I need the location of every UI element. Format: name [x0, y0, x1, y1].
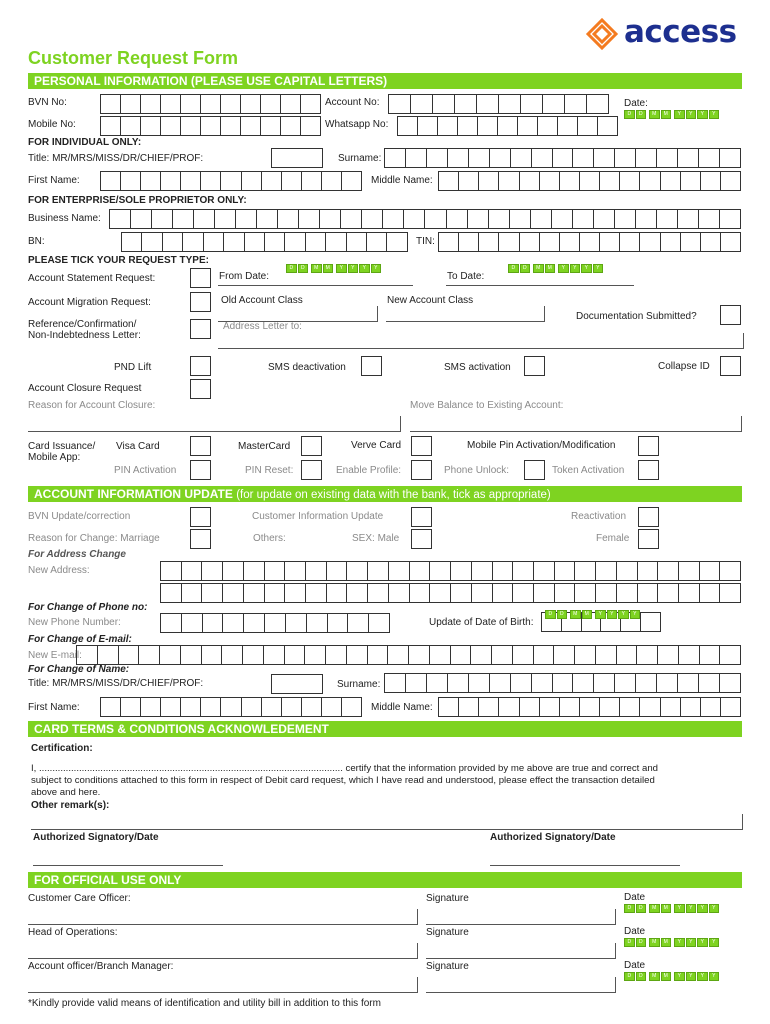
- migration-label: Account Migration Request:: [28, 297, 151, 308]
- tin-input[interactable]: [438, 232, 741, 252]
- personal-info-heading: PERSONAL INFORMATION (PLEASE USE CAPITAL LETTERS): [28, 73, 742, 89]
- signature-label-3: Signature: [426, 961, 469, 972]
- new-address-input-2[interactable]: [160, 583, 741, 603]
- access-logo-text: access: [624, 14, 737, 50]
- signatory-right-label: Authorized Signatory/Date: [490, 832, 616, 843]
- other-remarks-input[interactable]: [31, 814, 743, 830]
- move-balance-input[interactable]: [410, 416, 742, 432]
- token-activation-checkbox[interactable]: [638, 460, 659, 480]
- enterprise-heading: FOR ENTERPRISE/SOLE PROPRIETOR ONLY:: [28, 195, 247, 206]
- date-label-1: Date: [624, 892, 646, 903]
- reactivation-checkbox[interactable]: [638, 507, 659, 527]
- sms-deactivation-label: SMS deactivation: [268, 362, 346, 373]
- date-label: Date:: [624, 98, 648, 109]
- verve-checkbox[interactable]: [411, 436, 432, 456]
- bvn-input[interactable]: [100, 94, 321, 114]
- from-date-input[interactable]: D D M M Y Y Y Y: [286, 264, 382, 273]
- head-ops-label: Head of Operations:: [28, 927, 118, 938]
- date-input-1[interactable]: D D M M Y Y Y Y: [624, 904, 720, 913]
- request-type-heading: PLEASE TICK YOUR REQUEST TYPE:: [28, 255, 209, 266]
- visa-checkbox[interactable]: [190, 436, 211, 456]
- visa-label: Visa Card: [116, 441, 160, 452]
- phone-unlock-checkbox[interactable]: [524, 460, 545, 480]
- form-title: Customer Request Form: [28, 48, 239, 68]
- closure-reason-label: Reason for Account Closure:: [28, 400, 156, 411]
- sms-deactivation-checkbox[interactable]: [361, 356, 382, 376]
- mobile-input[interactable]: [100, 116, 321, 136]
- move-balance-label: Move Balance to Existing Account:: [410, 400, 564, 411]
- branch-manager-label: Account officer/Branch Manager:: [28, 961, 174, 972]
- collapse-id-checkbox[interactable]: [720, 356, 741, 376]
- closure-reason-input[interactable]: [28, 416, 401, 432]
- customer-care-label: Customer Care Officer:: [28, 893, 131, 904]
- date-label-2: Date: [624, 926, 646, 937]
- mastercard-label: MasterCard: [238, 441, 291, 452]
- female-checkbox[interactable]: [638, 529, 659, 549]
- card-terms-heading: CARD TERMS & CONDITIONS ACKNOWLEDEMENT: [28, 721, 742, 737]
- bn-label: BN:: [28, 236, 45, 247]
- update-first-name-input[interactable]: [100, 697, 362, 717]
- marriage-checkbox[interactable]: [190, 529, 211, 549]
- account-no-label: Account No:: [325, 97, 380, 108]
- individual-heading: FOR INDIVIDUAL ONLY:: [28, 137, 142, 148]
- reference-checkbox[interactable]: [190, 319, 211, 339]
- footnote: *Kindly provide valid means of identification and utility bill in addition to this form: [28, 998, 381, 1009]
- pin-activation-checkbox[interactable]: [190, 460, 211, 480]
- documentation-checkbox[interactable]: [720, 305, 741, 325]
- mastercard-checkbox[interactable]: [301, 436, 322, 456]
- middle-name-input[interactable]: [438, 171, 741, 191]
- update-middle-name-input[interactable]: [438, 697, 741, 717]
- from-date-label: From Date:: [219, 271, 270, 282]
- surname-label: Surname:: [338, 153, 382, 164]
- update-title-label: Title: MR/MRS/MISS/DR/CHIEF/PROF:: [28, 678, 204, 689]
- date-input-3[interactable]: D D M M Y Y Y Y: [624, 972, 720, 981]
- reason-change-label: Reason for Change: Marriage: [28, 533, 160, 544]
- business-name-input[interactable]: [109, 209, 741, 229]
- reference-label-2: Non-Indebtedness Letter:: [28, 330, 141, 341]
- signature-label-1: Signature: [426, 893, 469, 904]
- branch-manager-input[interactable]: [28, 977, 418, 993]
- new-address-label: New Address:: [28, 565, 90, 576]
- first-name-label: First Name:: [28, 175, 80, 186]
- tin-label: TIN:: [416, 236, 435, 247]
- migration-checkbox[interactable]: [190, 292, 211, 312]
- bvn-update-label: BVN Update/correction: [28, 511, 131, 522]
- female-label: Female: [596, 533, 630, 544]
- reference-label-1: Reference/Confirmation/: [28, 319, 137, 330]
- update-surname-label: Surname:: [337, 679, 381, 690]
- bvn-update-checkbox[interactable]: [190, 507, 211, 527]
- mobile-pin-checkbox[interactable]: [638, 436, 659, 456]
- address-to-input[interactable]: [218, 333, 744, 349]
- closure-checkbox[interactable]: [190, 379, 211, 399]
- sms-activation-label: SMS activation: [444, 362, 511, 373]
- official-use-heading: FOR OFFICIAL USE ONLY: [28, 872, 742, 888]
- pnd-lift-checkbox[interactable]: [190, 356, 211, 376]
- business-name-label: Business Name:: [28, 213, 101, 224]
- customer-info-label: Customer Information Update: [252, 511, 384, 522]
- card-issuance-label-2: Mobile App:: [28, 452, 81, 463]
- token-activation-label: Token Activation: [552, 465, 625, 476]
- email-change-heading: For Change of E-mail:: [28, 634, 132, 645]
- certification-line-2: subject to conditions attached to this form in respect of Debit card request, which I have read and understood, please effect the transaction detailed: [31, 775, 655, 786]
- verve-label: Verve Card: [351, 440, 402, 451]
- statement-checkbox[interactable]: [190, 268, 211, 288]
- new-email-label: New E-mail:: [28, 650, 82, 661]
- first-name-input[interactable]: [100, 171, 362, 191]
- update-title-input[interactable]: [271, 674, 323, 694]
- whatsapp-input[interactable]: [397, 116, 618, 136]
- new-class-label: New Account Class: [387, 295, 474, 306]
- phone-unlock-label: Phone Unlock:: [444, 465, 510, 476]
- address-to-label: Address Letter to:: [223, 321, 302, 332]
- new-address-input-1[interactable]: [160, 561, 741, 581]
- customer-care-input[interactable]: [28, 909, 418, 925]
- customer-info-checkbox[interactable]: [411, 507, 432, 527]
- surname-input[interactable]: [384, 148, 741, 168]
- others-label: Others:: [253, 533, 286, 544]
- pnd-lift-label: PND Lift: [114, 362, 152, 373]
- statement-label: Account Statement Request:: [28, 273, 156, 284]
- collapse-id-label: Collapse ID: [658, 361, 710, 372]
- signature-label-2: Signature: [426, 927, 469, 938]
- whatsapp-label: Whatsapp No:: [325, 119, 389, 130]
- signatory-left-line[interactable]: [33, 865, 223, 866]
- pin-reset-label: PIN Reset:: [245, 465, 294, 476]
- closure-label: Account Closure Request: [28, 383, 142, 394]
- signature-input-1[interactable]: [426, 909, 616, 925]
- certification-line-1: I, .................................................................................................................. certify that the information provided by me above are true and correct and: [31, 763, 659, 774]
- dob-update-label: Update of Date of Birth:: [429, 617, 534, 628]
- phone-change-heading: For Change of Phone no:: [28, 602, 148, 613]
- update-surname-input[interactable]: [384, 673, 741, 693]
- signatory-right-line[interactable]: [490, 865, 680, 866]
- sms-activation-checkbox[interactable]: [524, 356, 545, 376]
- enable-profile-checkbox[interactable]: [411, 460, 432, 480]
- account-no-input[interactable]: [388, 94, 609, 114]
- signatory-left-label: Authorized Signatory/Date: [33, 832, 159, 843]
- pin-activation-label: PIN Activation: [114, 465, 177, 476]
- reactivation-label: Reactivation: [571, 511, 627, 522]
- date-input-2[interactable]: D D M M Y Y Y Y: [624, 938, 720, 947]
- sex-male-label: SEX: Male: [352, 533, 400, 544]
- middle-name-label: Middle Name:: [371, 175, 433, 186]
- bvn-label: BVN No:: [28, 97, 67, 108]
- male-checkbox[interactable]: [411, 529, 432, 549]
- certification-line-3: above and here.: [31, 787, 101, 798]
- card-issuance-label-1: Card Issuance/: [28, 441, 96, 452]
- new-phone-input[interactable]: [160, 613, 390, 633]
- title-input[interactable]: [271, 148, 323, 168]
- address-change-heading: For Address Change: [28, 549, 126, 560]
- to-date-label: To Date:: [447, 271, 485, 282]
- mobile-label: Mobile No:: [28, 119, 76, 130]
- old-class-input[interactable]: [218, 306, 378, 322]
- new-phone-label: New Phone Number:: [28, 617, 121, 628]
- date-input[interactable]: D D M M Y Y Y Y: [624, 110, 720, 119]
- title-label: Title: MR/MRS/MISS/DR/CHIEF/PROF:: [28, 153, 204, 164]
- old-class-label: Old Account Class: [221, 295, 303, 306]
- update-first-name-label: First Name:: [28, 702, 80, 713]
- certification-label: Certification:: [31, 743, 93, 754]
- account-update-heading: ACCOUNT INFORMATION UPDATE (for update on existing data with the bank, tick as appropriate): [28, 486, 742, 502]
- date-label-3: Date: [624, 960, 646, 971]
- to-date-input[interactable]: D D M M Y Y Y Y: [508, 264, 604, 273]
- enable-profile-label: Enable Profile:: [336, 465, 402, 476]
- signature-input-3[interactable]: [426, 977, 616, 993]
- new-email-input[interactable]: [76, 645, 741, 665]
- name-change-heading: For Change of Name:: [28, 664, 130, 675]
- pin-reset-checkbox[interactable]: [301, 460, 322, 480]
- documentation-label: Documentation Submitted?: [576, 311, 697, 322]
- new-class-input[interactable]: [386, 306, 545, 322]
- signature-input-2[interactable]: [426, 943, 616, 959]
- bn-input[interactable]: [121, 232, 408, 252]
- mobile-pin-label: Mobile Pin Activation/Modification: [467, 440, 616, 451]
- head-ops-input[interactable]: [28, 943, 418, 959]
- update-middle-name-label: Middle Name:: [371, 702, 433, 713]
- other-remarks-label: Other remark(s):: [31, 800, 110, 811]
